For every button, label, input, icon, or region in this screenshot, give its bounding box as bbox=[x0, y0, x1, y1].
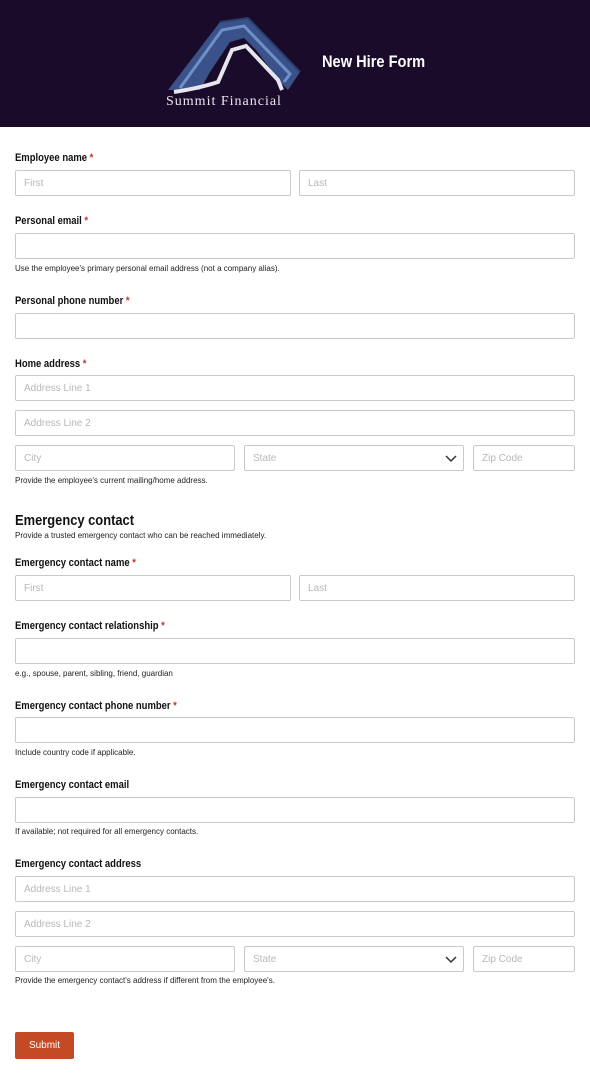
state-placeholder: State bbox=[253, 954, 277, 965]
home-address-label: Home address * bbox=[15, 358, 87, 370]
emergency-city-input[interactable] bbox=[15, 946, 235, 972]
emergency-first-name-input[interactable] bbox=[15, 575, 291, 601]
required-mark: * bbox=[173, 700, 177, 712]
home-address-line1-input[interactable] bbox=[15, 375, 575, 401]
emergency-phone-label: Emergency contact phone number * bbox=[15, 700, 177, 712]
emergency-relationship-input[interactable] bbox=[15, 638, 575, 664]
required-mark: * bbox=[161, 620, 165, 632]
emergency-last-name-input[interactable] bbox=[299, 575, 575, 601]
emergency-address-line2-input[interactable] bbox=[15, 911, 575, 937]
submit-button[interactable]: Submit bbox=[15, 1032, 74, 1059]
personal-email-label: Personal email * bbox=[15, 215, 89, 227]
required-mark: * bbox=[125, 295, 130, 307]
emergency-address-help: Provide the emergency contact's address if different from the employee's. bbox=[15, 976, 275, 985]
home-state-select[interactable] bbox=[244, 445, 464, 471]
personal-phone-label: Personal phone number * bbox=[15, 295, 130, 307]
emergency-zip-input[interactable] bbox=[473, 946, 575, 972]
emergency-address-label: Emergency contact address bbox=[15, 858, 142, 870]
brand-name: Summit Financial bbox=[166, 94, 282, 109]
emergency-relationship-help: e.g., spouse, parent, sibling, friend, guardian bbox=[15, 669, 173, 678]
home-city-input[interactable] bbox=[15, 445, 235, 471]
personal-phone-input[interactable] bbox=[15, 313, 575, 339]
page-header bbox=[0, 0, 590, 127]
emergency-section-title: Emergency contact bbox=[15, 512, 135, 529]
required-mark: * bbox=[89, 152, 94, 164]
emergency-address-line1-input[interactable] bbox=[15, 876, 575, 902]
emergency-email-label: Emergency contact email bbox=[15, 779, 130, 791]
emergency-email-input[interactable] bbox=[15, 797, 575, 823]
state-placeholder: State bbox=[253, 453, 277, 464]
required-mark: * bbox=[82, 358, 87, 370]
emergency-phone-help: Include country code if applicable. bbox=[15, 748, 136, 757]
home-zip-input[interactable] bbox=[473, 445, 575, 471]
emergency-email-help: If available; not required for all emergency contacts. bbox=[15, 827, 199, 836]
emergency-relationship-label: Emergency contact relationship * bbox=[15, 620, 165, 632]
personal-email-input[interactable] bbox=[15, 233, 575, 259]
emergency-section-subtitle: Provide a trusted emergency contact who can be reached immediately. bbox=[15, 531, 267, 540]
required-mark: * bbox=[132, 557, 136, 569]
emergency-name-label: Emergency contact name * bbox=[15, 557, 136, 569]
emergency-state-select[interactable] bbox=[244, 946, 464, 972]
chevron-down-icon bbox=[445, 454, 457, 464]
chevron-down-icon bbox=[445, 955, 457, 965]
required-mark: * bbox=[84, 215, 89, 227]
personal-email-help: Use the employee's primary personal email address (not a company alias). bbox=[15, 264, 280, 273]
employee-last-name-input[interactable] bbox=[299, 170, 575, 196]
form-title: New Hire Form bbox=[322, 52, 426, 71]
employee-first-name-input[interactable] bbox=[15, 170, 291, 196]
employee-name-label: Employee name * bbox=[15, 152, 94, 164]
emergency-phone-input[interactable] bbox=[15, 717, 575, 743]
home-address-help: Provide the employee's current mailing/home address. bbox=[15, 476, 208, 485]
home-address-line2-input[interactable] bbox=[15, 410, 575, 436]
